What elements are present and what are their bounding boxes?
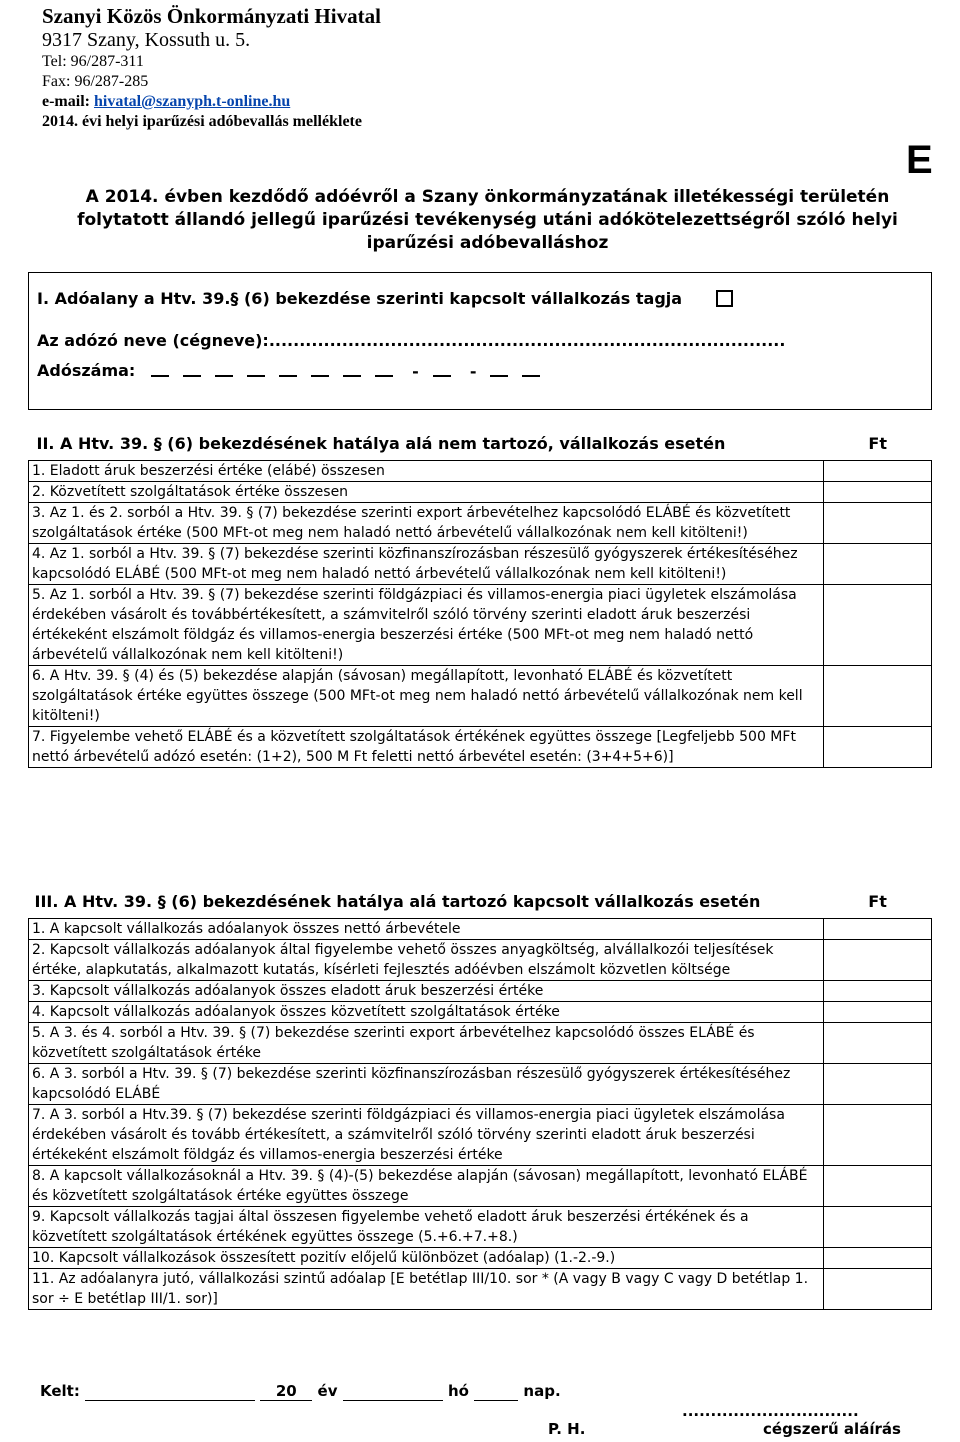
row-label: 2. Kapcsolt vállalkozás adóalanyok által figyelembe vehető összes anyagköltség, alvállalkozói teljesítések értéke, alapkutatás, alkalmazott kutatás, kísérleti fejlesztés adóévben elszámolt közvetlen költsége — [29, 939, 824, 980]
day-field[interactable] — [474, 1382, 518, 1401]
signature-dots: ............................... — [682, 1402, 859, 1420]
date-line — [40, 1382, 561, 1401]
year-prefix[interactable]: 20 — [260, 1382, 312, 1401]
table-row — [29, 726, 932, 767]
section-3-ft: Ft — [868, 892, 887, 911]
ev-label: év — [317, 1382, 338, 1400]
row-label: 6. A 3. sorból a Htv. 39. § (7) bekezdése szerinti közfinanszírozásban részesülő gyógyszerek értékesítéséhez kapcsolódó ELÁBÉ — [29, 1063, 824, 1104]
value-field[interactable] — [824, 1247, 932, 1268]
row-label: 3. Az 1. és 2. sorból a Htv. 39. § (7) bekezdése szerinti export árbevételhez kapcsolódó ELÁBÉ és közvetített szolgáltatások értéke (500 MFt-ot meg nem haladó nettó árbevételű vállalkozónak nem kell kitölteni!) — [29, 502, 824, 543]
row-label: 5. A 3. és 4. sorból a Htv. 39. § (7) bekezdése szerinti export árbevételhez kapcsolódó összes ELÁBÉ és közvetített szolgáltatások értéke — [29, 1022, 824, 1063]
office-header — [42, 4, 381, 132]
table-row — [29, 584, 932, 665]
nap-label: nap. — [523, 1382, 561, 1400]
section-1-box — [28, 272, 932, 410]
value-field[interactable] — [824, 584, 932, 665]
row-label: 6. A Htv. 39. § (4) és (5) bekezdése alapján (sávosan) megállapított, levonható ELÁBÉ és közvetített szolgáltatások értéke együttes összege (500 MFt-ot meg nem haladó nettó árbevételű vállalkozónak nem kell kitölteni!) — [29, 665, 824, 726]
section-1-title-text: I. Adóalany a Htv. 39.§ (6) bekezdése szerinti kapcsolt vállalkozás tagja — [37, 289, 683, 308]
table-row — [29, 980, 932, 1001]
tax-number-label: Adószáma: — [37, 361, 136, 380]
place-field[interactable] — [85, 1382, 255, 1401]
form-intro: A 2014. évben kezdődő adóévről a Szany önkormányzatának illetékességi területén folytatott állandó jellegű iparűzési tevékenység utáni adókötelezettségről szóló helyi iparűzési adóbevalláshoz — [77, 187, 898, 253]
row-label: 8. A kapcsolt vállalkozásoknál a Htv. 39. § (4)-(5) bekezdése alapján (sávosan) megállapított, levonható ELÁBÉ és közvetített szolgáltatások értéke együttes összege — [29, 1165, 824, 1206]
table-row — [29, 1206, 932, 1247]
table-row — [29, 1104, 932, 1165]
section-1-title — [37, 289, 682, 308]
section-2-ft: Ft — [868, 434, 887, 453]
value-field[interactable] — [824, 1206, 932, 1247]
table-row — [29, 665, 932, 726]
value-field[interactable] — [824, 918, 932, 939]
email-link[interactable]: hivatal@szanyph.t-online.hu — [93, 93, 291, 110]
row-label: 1. Eladott áruk beszerzési értéke (elábé) összesen — [29, 460, 824, 481]
row-label: 1. A kapcsolt vállalkozás adóalanyok összes nettó árbevétele — [29, 918, 824, 939]
tax-number-field[interactable]: - - — [151, 361, 554, 381]
ho-label: hó — [447, 1382, 469, 1400]
office-email-line — [42, 92, 381, 112]
row-label: 7. A 3. sorból a Htv.39. § (7) bekezdése szerinti földgázpiaci és villamos-energia piaci ügyletek elszámolása érdekében vásárolt és tovább értékesített, a számvitelről szóló törvény szerinti eladott áruk beszerzési értékeként elszámolt földgáz és villamos-energia beszerzési értéke — [29, 1104, 824, 1165]
office-name: Szanyi Közös Önkormányzati Hivatal — [42, 4, 381, 28]
office-fax: Fax: 96/287-285 — [42, 73, 149, 90]
form-subtitle: 2014. évi helyi iparűzési adóbevallás melléklete — [42, 113, 362, 130]
value-field[interactable] — [824, 1001, 932, 1022]
stamp-label: P. H. — [548, 1420, 586, 1438]
value-field[interactable] — [824, 939, 932, 980]
signature-label: cégszerű aláírás — [763, 1420, 901, 1438]
section-3-title: III. A Htv. 39. § (6) bekezdésének hatálya alá tartozó kapcsolt vállalkozás esetén — [34, 892, 761, 911]
row-label: 2. Közvetített szolgáltatások értéke összesen — [29, 481, 824, 502]
row-label: 9. Kapcsolt vállalkozás tagjai által összesen figyelembe vehető eladott áruk beszerzési értékének és a közvetített szolgáltatások értékének együttes összege (5.+6.+7.+8.) — [29, 1206, 824, 1247]
value-field[interactable] — [824, 460, 932, 481]
table-row — [29, 1165, 932, 1206]
row-label: 5. Az 1. sorból a Htv. 39. § (7) bekezdése szerinti földgázpiaci és villamos-energia piaci ügyletek elszámolása érdekében vásárolt és továbbértékesített, a számvitelről szóló törvény szerinti eladott áruk beszerzési értékeként elszámolt földgáz és villamos-energia beszerzési értéke (500 MFt-ot meg nem haladó nettó árbevételű vállalkozónak nem kell kitölteni!) — [29, 584, 824, 665]
table-row — [29, 939, 932, 980]
section-3-table — [28, 892, 932, 1310]
value-field[interactable] — [824, 543, 932, 584]
value-field[interactable] — [824, 1268, 932, 1309]
table-row — [29, 1022, 932, 1063]
row-label: 10. Kapcsolt vállalkozások összesített pozitív előjelű különbözet (adóalap) (1.-2.-9.) — [29, 1247, 824, 1268]
table-row — [29, 543, 932, 584]
value-field[interactable] — [824, 980, 932, 1001]
table-row — [29, 481, 932, 502]
table-row — [29, 502, 932, 543]
value-field[interactable] — [824, 1022, 932, 1063]
row-label: 11. Az adóalanyra jutó, vállalkozási szintű adóalap [E betétlap III/10. sor * (A vagy B vagy C vagy D betétlap 1. sor ÷ E betétlap III/1. sor)] — [29, 1268, 824, 1309]
kelt-label: Kelt: — [40, 1382, 80, 1400]
table-row — [29, 1063, 932, 1104]
value-field[interactable] — [824, 481, 932, 502]
section-2-table — [28, 434, 932, 768]
value-field[interactable] — [824, 1104, 932, 1165]
row-label: 3. Kapcsolt vállalkozás adóalanyok összes eladott áruk beszerzési értéke — [29, 980, 824, 1001]
value-field[interactable] — [824, 726, 932, 767]
table-row — [29, 460, 932, 481]
email-label: e-mail: — [42, 93, 94, 110]
form-letter: E — [906, 138, 933, 182]
value-field[interactable] — [824, 502, 932, 543]
table-row — [29, 1247, 932, 1268]
month-field[interactable] — [343, 1382, 443, 1401]
table-row — [29, 1268, 932, 1309]
office-phone: Tel: 96/287-311 — [42, 53, 144, 70]
table-row — [29, 1001, 932, 1022]
taxpayer-name-label: Az adózó neve (cégneve):..................................................................................... — [37, 331, 786, 350]
row-label: 7. Figyelembe vehető ELÁBÉ és a közvetített szolgáltatások értékének együttes összege [Legfeljebb 500 MFt nettó árbevételű adózó esetén: (1+2), 500 M Ft feletti nettó árbevétel esetén: (3+4+5+6)] — [29, 726, 824, 767]
row-label: 4. Az 1. sorból a Htv. 39. § (7) bekezdése szerinti közfinanszírozásban részesülő gyógyszerek értékesítéséhez kapcsolódó ELÁBÉ (500 MFt-ot meg nem haladó nettó árbevételű vállalkozónak nem kell kitölteni!) — [29, 543, 824, 584]
kapcsolt-checkbox[interactable] — [716, 290, 733, 307]
value-field[interactable] — [824, 1063, 932, 1104]
section-2-title: II. A Htv. 39. § (6) bekezdésének hatálya alá nem tartozó, vállalkozás esetén — [36, 434, 726, 453]
table-row — [29, 918, 932, 939]
row-label: 4. Kapcsolt vállalkozás adóalanyok összes közvetített szolgáltatások értéke — [29, 1001, 824, 1022]
value-field[interactable] — [824, 1165, 932, 1206]
value-field[interactable] — [824, 665, 932, 726]
office-address: 9317 Szany, Kossuth u. 5. — [42, 29, 251, 51]
